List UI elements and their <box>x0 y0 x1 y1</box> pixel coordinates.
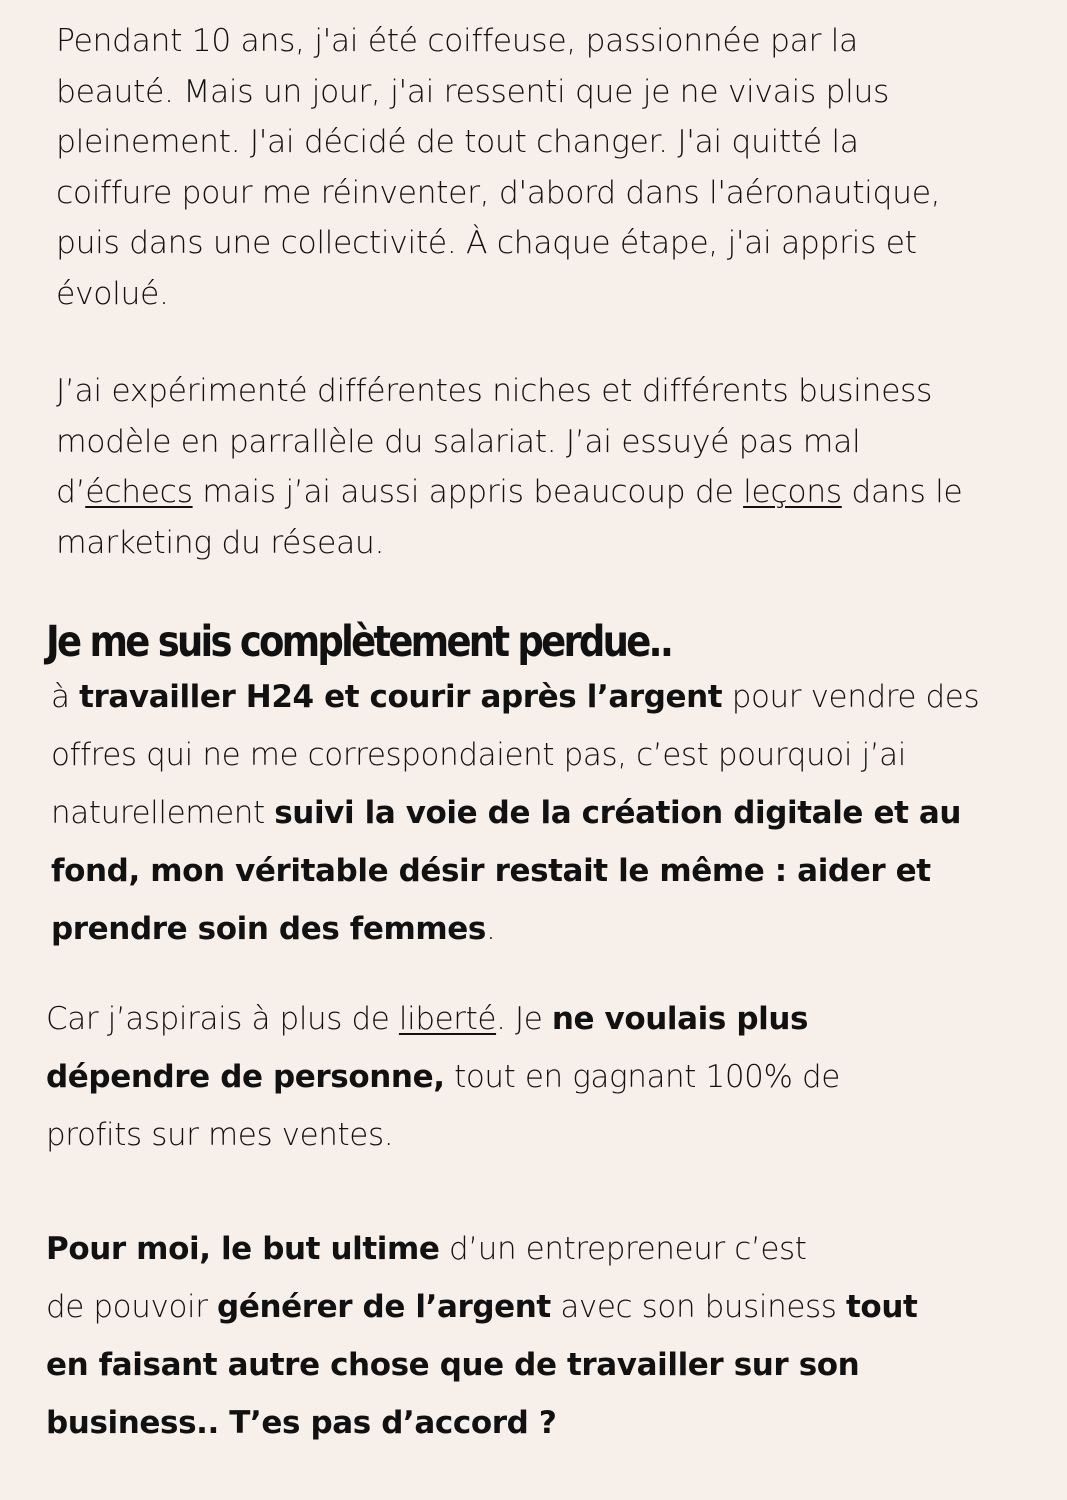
goal-text: d’un entrepreneur c’est <box>439 1231 807 1267</box>
intro-line: puis dans une collectivité. À chaque étape, j'ai appris et <box>56 225 917 261</box>
goal-bold: tout <box>846 1289 918 1325</box>
freedom-bold: ne voulais plus <box>551 1001 809 1037</box>
lecons-underlined: leçons <box>743 474 842 510</box>
goal-bold: générer de l’argent <box>217 1289 551 1325</box>
freedom-text: . Je <box>496 1001 552 1037</box>
intro-line: beauté. Mais un jour, j'ai ressenti que je ne vivais plus <box>56 73 890 110</box>
goal-bold: business.. T’es pas d’accord ? <box>46 1405 557 1441</box>
intro-line: évolué. <box>56 275 169 312</box>
goal-bold: Pour moi, le but ultime <box>46 1231 440 1267</box>
lost-bold: travailler H24 et courir après l’argent <box>79 679 723 715</box>
liberte-underlined: liberté <box>398 1001 497 1037</box>
lost-bold: suivi la voie de la création digitale et au fond, mon véritable désir restait le même : aider et prendre soin des femmes <box>51 795 962 947</box>
echecs-underlined: échecs <box>85 474 193 510</box>
intro-line: pleinement. J'ai décidé de tout changer. J'ai quitté la <box>56 124 859 160</box>
lost-text: à <box>51 679 80 715</box>
section-heading: Je me suis complètement perdue.. <box>46 617 672 667</box>
lost-text: . <box>485 911 496 947</box>
goal-paragraph <box>46 1220 1046 1452</box>
experience-text: mais j’ai aussi appris beaucoup de <box>192 474 744 510</box>
intro-line: coiffure pour me réinventer, d'abord dans l'aéronautique, <box>56 174 941 211</box>
intro-paragraph <box>56 16 1046 319</box>
experience-line: marketing du réseau. <box>56 524 385 561</box>
goal-bold: en faisant autre chose que de travailler sur son <box>46 1347 860 1383</box>
lost-paragraph <box>51 668 1051 958</box>
goal-text: de pouvoir <box>46 1289 218 1325</box>
freedom-bold: dépendre de personne, <box>46 1059 445 1095</box>
freedom-paragraph <box>46 990 1046 1164</box>
experience-text: dans le <box>841 474 963 510</box>
goal-text: avec son business <box>550 1289 847 1325</box>
experience-line: modèle en parrallèle du salariat. J’ai essuyé pas mal <box>56 423 861 460</box>
freedom-text: tout en gagnant 100% de <box>444 1059 840 1095</box>
intro-line: Pendant 10 ans, j'ai été coiffeuse, passionnée par la <box>56 23 858 59</box>
freedom-text: profits sur mes ventes. <box>46 1117 394 1153</box>
lost-text: pour vendre des offres qui ne me correspondaient pas, c’est pourquoi j’ai naturellement <box>51 679 980 831</box>
experience-text: d’ <box>56 474 86 510</box>
experience-line: J’ai expérimenté différentes niches et différents business <box>56 373 933 409</box>
experience-paragraph <box>56 366 1056 568</box>
freedom-text: Car j’aspirais à plus de <box>46 1001 399 1037</box>
